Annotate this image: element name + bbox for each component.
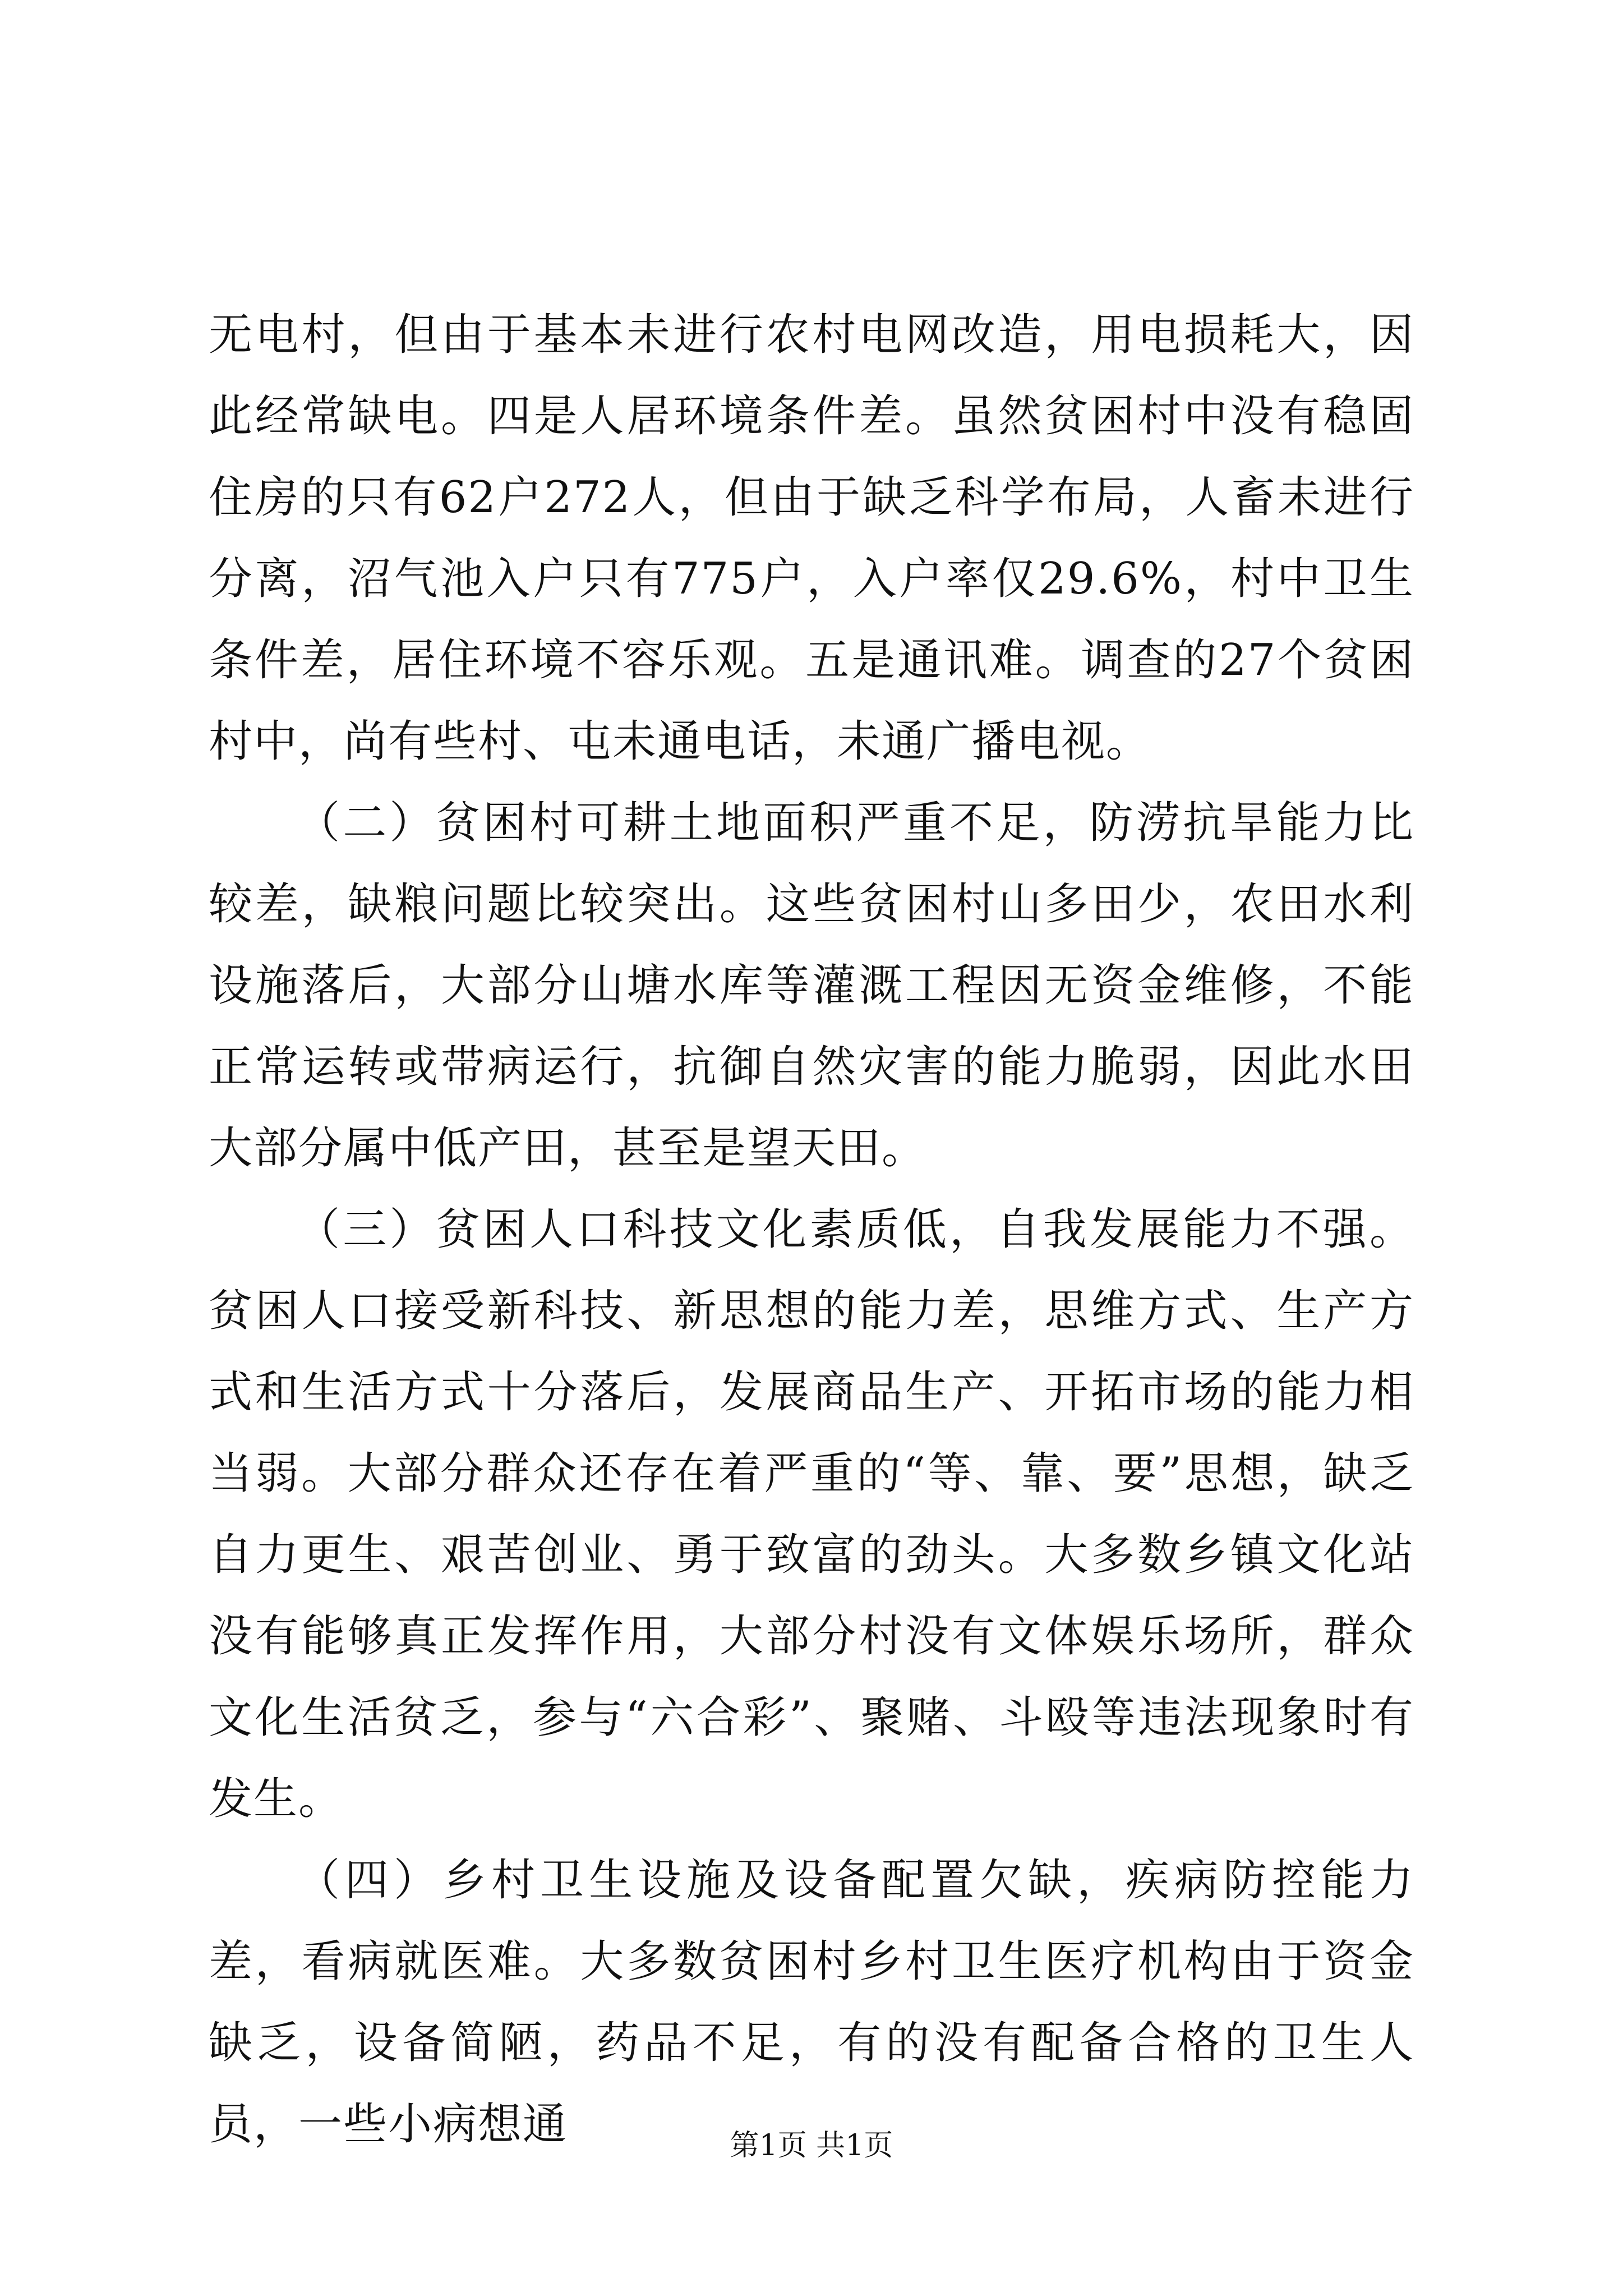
document-body [209,295,1414,2165]
page-footer: 第1页 共1页 [730,2129,893,2162]
paragraph-3: （三）贫困人口科技文化素质低，自我发展能力不强。贫困人口接受新科技、新思想的能力差，思维方式、生产方式和生活方式十分落后，发展商品生产、开拓市场的能力相当弱。大部分群众还存在着严重的“等、靠、要”思想，缺乏自力更生、艰苦创业、勇于致富的劲头。大多数乡镇文化站没有能够真正发挥作用，大部分村没有文体娱乐场所，群众文化生活贫乏，参与“六合彩”、聚赌、斗殴等违法现象时有发生。 [209,1204,1414,1824]
paragraph-1: 无电村，但由于基本未进行农村电网改造，用电损耗大，因此经常缺电。四是人居环境条件差。虽然贫困村中没有稳固住房的只有62户272人，但由于缺乏科学布局，人畜未进行分离，沼气池入户只有775户，入户率仅29.6%，村中卫生条件差，居住环境不容乐观。五是通讯难。调查的27个贫困村中，尚有些村、屯未通电话，未通广播电视。 [209,310,1414,767]
paragraph-4: （四）乡村卫生设施及设备配置欠缺，疾病防控能力差，看病就医难。大多数贫困村乡村卫生医疗机构由于资金缺乏，设备简陋，药品不足，有的没有配备合格的卫生人员，一些小病想通 [209,1855,1414,2150]
paragraph-2: （二）贫困村可耕土地面积严重不足，防涝抗旱能力比较差，缺粮问题比较突出。这些贫困村山多田少，农田水利设施落后，大部分山塘水库等灌溉工程因无资金维修，不能正常运转或带病运行，抗御自然灾害的能力脆弱，因此水田大部分属中低产田，甚至是望天田。 [209,798,1414,1174]
